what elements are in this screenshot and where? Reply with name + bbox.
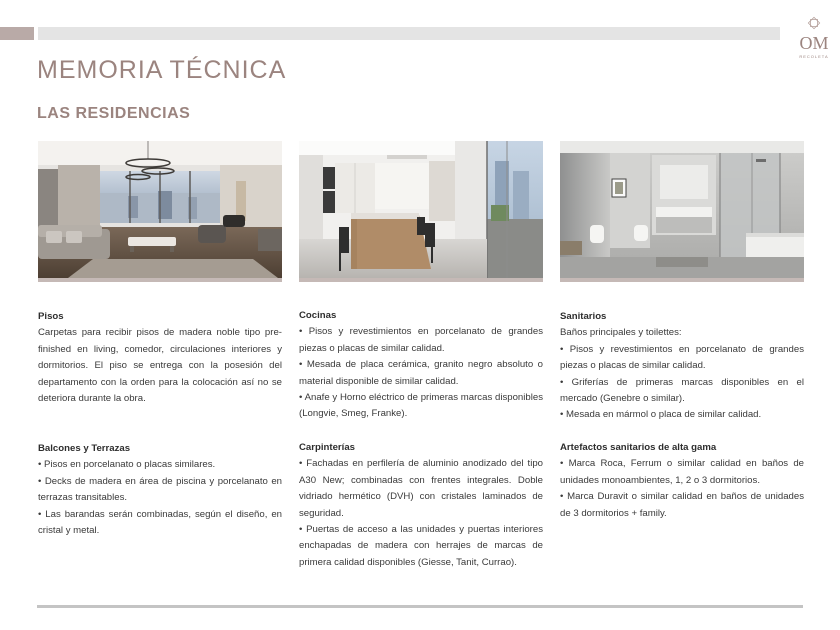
om-recoleta-logo	[793, 14, 835, 59]
cocinas-block	[299, 308, 543, 423]
cocinas-heading: Cocinas	[299, 310, 337, 321]
pisos-text: Carpetas para recibir pisos de madera noble tipo pre-finished en living, comedor, circulaciones interiores y dormitorios. El piso se entrega con la posesión del departamento con la orden para la colocación así no se deteriora durante la obra.	[38, 327, 282, 405]
living-room-photo	[38, 141, 282, 282]
sanitarios-block	[560, 309, 804, 424]
artefactos-block	[560, 440, 804, 522]
carpinterias-heading: Carpinterías	[299, 442, 355, 453]
list-item: • Griferías de primeras marcas disponibles en el mercado (Genebre o similar).	[560, 376, 804, 405]
list-item: • Anafe y Horno eléctrico de primeras marcas disponibles (Longvie, Smeg, Franke).	[299, 392, 543, 420]
pisos-heading: Pisos	[38, 311, 64, 322]
footer-divider	[37, 605, 803, 608]
artefactos-heading: Artefactos sanitarios de alta gama	[560, 442, 717, 453]
header-accent-bar	[0, 27, 34, 40]
section-title: LAS RESIDENCIAS	[37, 105, 191, 122]
list-item: • Las barandas serán combinadas, según el diseño, en cristal y metal.	[38, 508, 282, 537]
list-item: • Pisos y revestimientos en porcelanato de grandes piezas o placas de similar calidad.	[560, 343, 804, 372]
list-item: • Decks de madera en área de piscina y porcelanato en terrazas transitables.	[38, 475, 282, 504]
list-item: • Puertas de acceso a las unidades y puertas interiores enchapadas de madera con herrajes de marcas de primera calidad disponibles (Giesse, Tanit, Currao).	[299, 524, 543, 568]
balcones-block	[38, 441, 282, 539]
pisos-block	[38, 309, 282, 407]
sanitarios-heading: Sanitarios	[560, 311, 607, 322]
balcones-heading: Balcones y Terrazas	[38, 443, 131, 454]
list-item: • Mesada en mármol o placa de similar calidad.	[560, 409, 762, 421]
list-item: • Fachadas en perfilería de aluminio anodizado del tipo A30 New; combinadas con frentes integrales. Doble vidriado hermético (DVH) con cristales laminados de seguridad.	[299, 458, 543, 519]
logo-wordmark: OM	[799, 33, 829, 53]
bathroom-photo	[560, 141, 804, 282]
logo-subtitle: RECOLETA	[799, 54, 829, 59]
header-bar	[38, 27, 780, 40]
page-title: MEMORIA TÉCNICA	[37, 56, 287, 84]
list-item: • Pisos y revestimientos en porcelanato de grandes piezas o placas de similar calidad.	[299, 326, 543, 354]
list-item: • Marca Duravit o similar calidad en baños de unidades de 3 dormitorios + family.	[560, 491, 804, 519]
diamond-knot-icon	[807, 16, 821, 30]
list-item: • Marca Roca, Ferrum o similar calidad en baños de unidades monoambientes, 1, 2 o 3 dormitorios.	[560, 458, 804, 486]
list-item: • Pisos en porcelanato o placas similares.	[38, 459, 216, 471]
sanitarios-subtitle: Baños principales y toilettes:	[560, 327, 682, 339]
carpinterias-block	[299, 440, 543, 571]
kitchen-photo	[299, 141, 543, 282]
list-item: • Mesada de placa cerámica, granito negro absoluto o material disponible de similar calidad.	[299, 359, 543, 387]
